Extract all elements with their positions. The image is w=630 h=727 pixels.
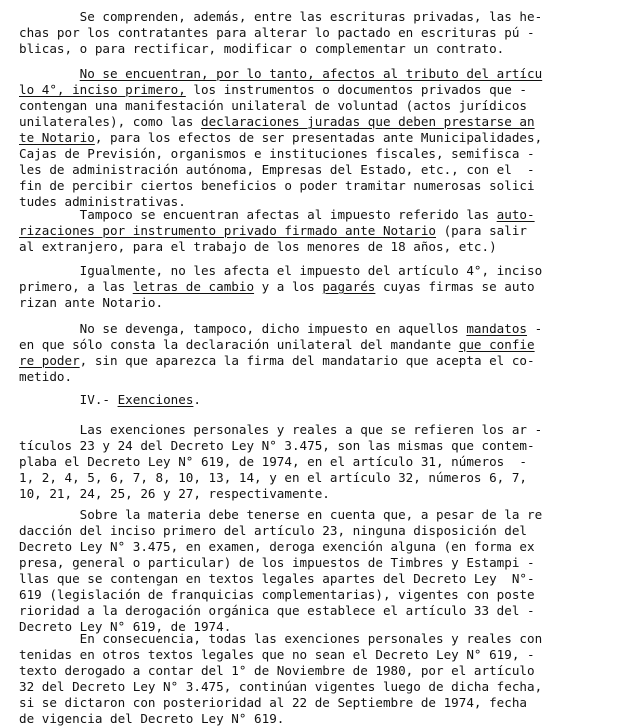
text-line <box>19 178 535 194</box>
underlined-phrase: pagarés <box>322 279 376 294</box>
text-segment: En consecuencia, todas las exenciones personales y reales con <box>19 631 543 646</box>
text-line <box>19 223 527 239</box>
text-line <box>19 263 542 279</box>
text-segment: en que sólo consta la declaración unilateral del mandante <box>19 337 459 352</box>
text-segment: primero, a las <box>19 279 133 294</box>
text-segment: rizan ante Notario. <box>19 295 164 310</box>
text-line <box>19 695 527 711</box>
text-segment: Decreto Ley N° 619, de 1974. <box>19 619 232 634</box>
text-segment: 1, 2, 4, 5, 6, 7, 8, 10, 13, 14, y en el artículo 32, números 6, 7, <box>19 470 527 485</box>
text-segment: Cajas de Previsión, organismos e instituciones fiscales, semifisca - <box>19 146 535 161</box>
underlined-phrase: lo 4°, inciso primero, <box>19 82 186 97</box>
underlined-phrase: re poder <box>19 353 80 368</box>
text-segment: . <box>193 392 201 407</box>
text-segment: - <box>527 321 543 336</box>
text-line <box>19 146 535 162</box>
text-segment: al extranjero, para el trabajo de los menores de 18 años, etc.) <box>19 239 497 254</box>
text-segment: Sobre la materia debe tenerse en cuenta que, a pesar de la re <box>19 507 543 522</box>
text-line <box>19 587 535 603</box>
text-line <box>19 555 535 571</box>
text-segment: llas que se contengan en textos legales apartes del Decreto Ley N°- <box>19 571 535 586</box>
text-segment: y a los <box>254 279 323 294</box>
text-segment: contengan una manifestación unilateral de voluntad (actos jurídicos <box>19 98 527 113</box>
text-segment: IV.- <box>19 392 118 407</box>
text-line <box>19 41 504 57</box>
text-segment: tículos 23 y 24 del Decreto Ley N° 3.475, son las mismas que contem- <box>19 438 535 453</box>
text-line <box>19 454 527 470</box>
text-segment: plaba el Decreto Ley N° 619, de 1974, en el artículo 31, números - <box>19 454 527 469</box>
text-segment: texto derogado a contar del 1° de Noviembre de 1980, por el artículo <box>19 663 535 678</box>
text-line <box>19 130 542 146</box>
text-line <box>19 571 535 587</box>
text-segment: tudes administrativas. <box>19 194 186 209</box>
underlined-phrase: te Notario <box>19 130 95 145</box>
text-segment: fin de percibir ciertos beneficios o poder tramitar numerosas solici <box>19 178 535 193</box>
text-segment: Las exenciones personales y reales a que se refieren los ar - <box>19 422 543 437</box>
text-segment: Tampoco se encuentran afectas al impuesto referido las <box>19 207 497 222</box>
text-segment: unilaterales), como las <box>19 114 201 129</box>
text-segment: chas por los contratantes para alterar lo pactado en escrituras pú - <box>19 25 535 40</box>
text-line <box>19 470 527 486</box>
underlined-phrase: declaraciones juradas que deben prestarse an <box>200 114 535 129</box>
text-line <box>19 679 542 695</box>
text-line <box>19 663 535 679</box>
text-line <box>19 114 535 130</box>
text-line <box>19 353 535 369</box>
text-line <box>19 523 527 539</box>
text-line <box>19 82 527 98</box>
text-line <box>19 631 542 647</box>
text-line <box>19 239 497 255</box>
text-segment: metido. <box>19 369 73 384</box>
text-line <box>19 486 330 502</box>
text-line <box>19 295 163 311</box>
underlined-phrase: letras de cambio <box>132 279 255 294</box>
text-segment: 32 del Decreto Ley N° 3.475, continúan vigentes luego de dicha fecha, <box>19 679 543 694</box>
text-segment: , sin que aparezca la firma del mandatario que acepta el co- <box>79 353 535 368</box>
text-line <box>19 279 535 295</box>
text-line <box>19 603 535 619</box>
text-segment <box>19 66 80 81</box>
text-segment: (para salir <box>436 223 528 238</box>
text-segment: , para los efectos de ser presentadas ante Municipalidades, <box>94 130 543 145</box>
text-line <box>19 66 542 82</box>
text-line <box>19 25 535 41</box>
text-segment: Decreto Ley N° 3.475, en examen, deroga exención alguna (en forma ex <box>19 539 535 554</box>
underlined-phrase: mandatos <box>466 321 528 336</box>
underlined-phrase: Exenciones <box>117 392 194 407</box>
underlined-phrase: rizaciones por instrumento privado firmado ante Notario <box>19 223 437 238</box>
text-line <box>19 507 542 523</box>
text-segment: 619 (legislación de franquicias complementarias), vigentes con poste <box>19 587 535 602</box>
text-segment: blicas, o para rectificar, modificar o complementar un contrato. <box>19 41 505 56</box>
text-segment: rioridad a la derogación orgánica que establece el artículo 33 del - <box>19 603 535 618</box>
text-line <box>19 98 527 114</box>
text-line <box>19 392 201 408</box>
text-segment: 10, 21, 24, 25, 26 y 27, respectivamente. <box>19 486 330 501</box>
text-line <box>19 369 72 385</box>
text-line <box>19 647 535 663</box>
text-segment: presa, general o particular) de los impuestos de Timbres y Estampi - <box>19 555 535 570</box>
text-segment: los instrumentos o documentos privados que - <box>185 82 528 97</box>
text-segment: cuyas firmas se auto <box>375 279 535 294</box>
underlined-phrase: No se encuentran, por lo tanto, afectos al tributo del artícu <box>79 66 543 81</box>
text-line <box>19 539 535 555</box>
text-segment: Igualmente, no les afecta el impuesto del artículo 4°, inciso <box>19 263 543 278</box>
text-line <box>19 337 535 353</box>
text-segment: si se dictaron con posterioridad al 22 de Septiembre de 1974, fecha <box>19 695 527 710</box>
text-line <box>19 321 542 337</box>
text-segment: de vigencia del Decreto Ley N° 619. <box>19 711 285 726</box>
underlined-phrase: que confie <box>458 337 535 352</box>
text-line <box>19 9 542 25</box>
text-segment: dacción del inciso primero del artículo 23, ninguna disposición del <box>19 523 527 538</box>
text-line <box>19 711 284 727</box>
text-segment: tenidas en otros textos legales que no sean el Decreto Ley N° 619, - <box>19 647 535 662</box>
text-line <box>19 422 542 438</box>
underlined-phrase: auto- <box>496 207 535 222</box>
text-segment: No se devenga, tampoco, dicho impuesto en aquellos <box>19 321 467 336</box>
text-line <box>19 438 535 454</box>
text-line <box>19 207 535 223</box>
text-segment: Se comprenden, además, entre las escrituras privadas, las he- <box>19 9 543 24</box>
text-line <box>19 162 535 178</box>
text-segment: les de administración autónoma, Empresas del Estado, etc., con el - <box>19 162 535 177</box>
